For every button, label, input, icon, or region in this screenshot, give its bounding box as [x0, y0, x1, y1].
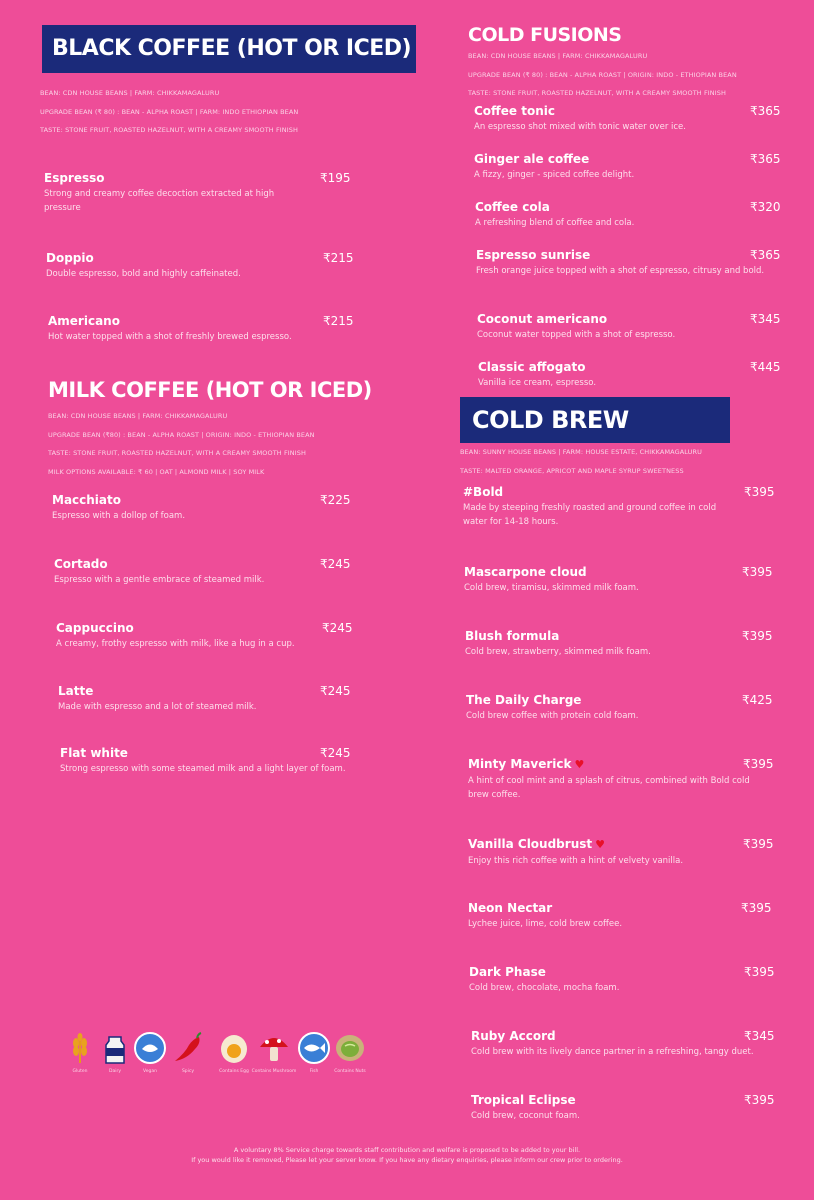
mushroom-icon	[257, 1031, 291, 1065]
legend-label: Contains Nuts	[334, 1069, 366, 1074]
legend-label: Dairy	[109, 1069, 121, 1074]
item-name: Coconut americano	[477, 312, 608, 326]
menu-item-macchiato	[52, 492, 352, 523]
item-description: Cold brew, tiramisu, skimmed milk foam.	[464, 583, 639, 593]
item-name-row	[468, 836, 788, 853]
note-line: TASTE: STONE FRUIT, ROASTED HAZELNUT, WITH A CREAMY SMOOTH FINISH	[48, 450, 307, 457]
menu-item-americano	[48, 313, 354, 344]
item-price: ₹395	[741, 901, 772, 915]
item-description: Hot water topped with a shot of freshly brewed espresso.	[48, 332, 292, 342]
item-price: ₹345	[750, 312, 781, 326]
item-name: Americano	[48, 314, 120, 328]
legend-item	[297, 1031, 331, 1075]
item-description: Made by steeping freshly roasted and ground coffee in cold water for 14-18 hours.	[463, 503, 717, 527]
menu-item-blush-formula	[465, 628, 785, 659]
item-description: Strong espresso with some steamed milk and a light layer of foam.	[60, 764, 346, 774]
menu-item-tropical-eclipse	[471, 1092, 791, 1123]
item-description: Espresso with a dollop of foam.	[52, 511, 186, 521]
legend-label: Gluten	[72, 1069, 88, 1074]
item-name: Mascarpone cloud	[464, 565, 587, 579]
item-price: ₹215	[323, 251, 354, 265]
menu-item-flat-white	[60, 745, 360, 776]
item-description: A refreshing blend of coffee and cola.	[475, 218, 635, 228]
black-coffee-notes	[40, 90, 370, 146]
fish-icon	[297, 1031, 331, 1065]
note-line: UPGRADE BEAN (₹80) : BEAN - ALPHA ROAST | ORIGIN: INDO - ETHIOPIAN BEAN	[48, 431, 315, 439]
item-price: ₹345	[744, 1029, 775, 1043]
item-description: Cold brew with its lively dance partner in a refreshing, tangy duet.	[471, 1047, 754, 1057]
item-name: Dark Phase	[469, 965, 546, 979]
note-line: TASTE: MALTED ORANGE, APRICOT AND MAPLE SYRUP SWEETNESS	[460, 467, 684, 475]
note-line: MILK OPTIONS AVAILABLE: ₹ 60 | OAT | ALMOND MILK | SOY MILK	[48, 468, 265, 476]
item-price: ₹245	[320, 746, 351, 760]
item-description: Made with espresso and a lot of steamed milk.	[58, 702, 257, 712]
milk-icon	[98, 1031, 132, 1065]
item-name: Cappuccino	[56, 621, 134, 635]
item-name: Coffee cola	[475, 200, 550, 214]
item-price: ₹395	[742, 565, 773, 579]
cold-fusions-notes	[468, 53, 788, 109]
item-description: Cold brew, coconut foam.	[471, 1111, 580, 1121]
legend-label: Spicy	[181, 1069, 195, 1074]
item-name: #Bold	[463, 485, 504, 499]
item-price: ₹395	[743, 757, 774, 771]
menu-item-classic-affogato	[478, 359, 788, 390]
note-line: BEAN: CDN HOUSE BEANS | FARM: CHIKKAMAGALURU	[40, 90, 220, 97]
item-price: ₹395	[744, 965, 775, 979]
item-price: ₹245	[320, 684, 351, 698]
item-name: Vanilla Cloudbrust	[468, 837, 593, 851]
item-description: Cold brew coffee with protein cold foam.	[466, 711, 639, 721]
menu-item-the-daily-charge	[466, 692, 786, 723]
menu-item-neon-nectar	[468, 900, 788, 931]
heart-icon: ♥	[595, 838, 605, 851]
item-price: ₹395	[744, 1093, 775, 1107]
black-coffee-heading: BLACK COFFEE (HOT OR ICED)	[42, 25, 416, 73]
item-name: Espresso sunrise	[476, 248, 591, 262]
menu-item-ginger-ale-coffee	[474, 151, 784, 182]
item-price: ₹365	[750, 248, 781, 262]
item-name: Latte	[58, 684, 94, 698]
menu-item-vanilla-cloudbrust	[468, 836, 788, 868]
item-description: Fresh orange juice topped with a shot of espresso, citrusy and bold.	[476, 266, 765, 276]
item-name: Neon Nectar	[468, 901, 553, 915]
item-price: ₹245	[322, 621, 353, 635]
item-name-row	[468, 756, 788, 773]
menu-item-espresso-sunrise	[476, 247, 786, 278]
legend-item	[217, 1031, 251, 1075]
item-price: ₹395	[742, 629, 773, 643]
wheat-icon	[63, 1031, 97, 1065]
item-name: Classic affogato	[478, 360, 586, 374]
cold-brew-notes	[460, 449, 780, 486]
legend-item	[251, 1031, 297, 1075]
item-name: Doppio	[46, 251, 94, 265]
milk-coffee-notes	[48, 413, 368, 487]
note-line: UPGRADE BEAN (₹ 80) : BEAN - ALPHA ROAST | FARM: INDO ETHIOPIAN BEAN	[40, 108, 299, 116]
item-description: An espresso shot mixed with tonic water over ice.	[474, 122, 686, 132]
item-name: Cortado	[54, 557, 108, 571]
menu-item-doppio	[46, 250, 352, 281]
legend-item	[333, 1031, 367, 1075]
menu-item-bold	[463, 484, 783, 529]
item-price: ₹425	[742, 693, 773, 707]
item-description: Double espresso, bold and highly caffeinated.	[46, 269, 241, 279]
item-description: A creamy, frothy espresso with milk, like a hug in a cup.	[56, 639, 295, 649]
item-description: Vanilla ice cream, espresso.	[478, 378, 597, 388]
menu-item-cortado	[54, 556, 354, 587]
item-description: A fizzy, ginger - spiced coffee delight.	[474, 170, 635, 180]
milk-coffee-heading: MILK COFFEE (HOT OR ICED)	[48, 378, 372, 402]
item-name: Coffee tonic	[474, 104, 555, 118]
item-price: ₹245	[320, 557, 351, 571]
dietary-enquiry-note: If you would like it removed, Please let your server know. If you have any dietary enquiries, please inform our crew prior to ordering.	[191, 1156, 623, 1164]
menu-item-coffee-cola	[475, 199, 785, 230]
legend-item	[133, 1031, 167, 1075]
item-description: Cold brew, strawberry, skimmed milk foam.	[465, 647, 651, 657]
note-line: UPGRADE BEAN (₹ 80) : BEAN - ALPHA ROAST | ORIGIN: INDO - ETHIOPIAN BEAN	[468, 71, 737, 79]
cold-brew-heading: COLD BREW	[460, 397, 730, 443]
item-price: ₹395	[743, 837, 774, 851]
vegan-icon	[133, 1031, 167, 1065]
menu-item-dark-phase	[469, 964, 789, 995]
item-name: Minty Maverick	[468, 757, 572, 771]
service-charge-note: A voluntary 8% Service charge towards staff contribution and welfare is proposed to be added to your bill.	[233, 1146, 581, 1154]
menu-item-coffee-tonic	[474, 103, 784, 134]
legend-label: Contains Egg	[219, 1069, 249, 1074]
item-description: Lychee juice, lime, cold brew coffee.	[468, 919, 623, 929]
item-description: Enjoy this rich coffee with a hint of velvety vanilla.	[468, 856, 684, 866]
menu-item-minty-maverick	[468, 756, 788, 802]
heart-icon: ♥	[574, 758, 585, 771]
item-name: The Daily Charge	[466, 693, 582, 707]
note-line: BEAN: CDN HOUSE BEANS | FARM: CHIKKAMAGALURU	[468, 53, 648, 60]
menu-item-cappuccino	[56, 620, 356, 651]
note-line: TASTE: STONE FRUIT, ROASTED HAZELNUT, WITH A CREAMY SMOOTH FINISH	[40, 127, 299, 134]
legend-item	[171, 1031, 205, 1075]
note-line: BEAN: SUNNY HOUSE BEANS | FARM: HOUSE ESTATE, CHIKKAMAGALURU	[460, 449, 702, 456]
item-price: ₹195	[320, 171, 351, 185]
item-description: A hint of cool mint and a splash of citrus, combined with Bold cold brew coffee.	[468, 776, 750, 800]
item-price: ₹225	[320, 493, 351, 507]
item-price: ₹445	[750, 360, 781, 374]
item-name: Espresso	[44, 171, 105, 185]
note-line: BEAN: CDN HOUSE BEANS | FARM: CHIKKAMAGALURU	[48, 413, 228, 420]
item-name: Ruby Accord	[471, 1029, 556, 1043]
item-description: Espresso with a gentle embrace of steamed milk.	[54, 575, 265, 585]
item-price: ₹215	[323, 314, 354, 328]
legend-label: Contains Mushroom	[251, 1069, 297, 1074]
menu-item-latte	[58, 683, 358, 714]
item-name: Ginger ale coffee	[474, 152, 590, 166]
egg-icon	[217, 1031, 251, 1065]
note-line: TASTE: STONE FRUIT, ROASTED HAZELNUT, WITH A CREAMY SMOOTH FINISH	[468, 90, 727, 97]
item-name: Macchiato	[52, 493, 121, 507]
item-price: ₹365	[750, 104, 781, 118]
legend-label: Vegan	[143, 1069, 157, 1074]
menu-item-mascarpone-cloud	[464, 564, 784, 595]
item-name: Flat white	[60, 746, 128, 760]
item-price: ₹365	[750, 152, 781, 166]
item-name: Tropical Eclipse	[471, 1093, 576, 1107]
legend-label: Fish	[309, 1069, 319, 1074]
cold-fusions-heading: COLD FUSIONS	[468, 24, 622, 46]
item-description: Strong and creamy coffee decoction extracted at high pressure	[44, 189, 275, 213]
item-price: ₹395	[744, 485, 775, 499]
menu-item-coconut-americano	[477, 311, 787, 342]
item-description: Cold brew, chocolate, mocha foam.	[469, 983, 620, 993]
dietary-legend	[63, 1031, 383, 1075]
chili-icon	[171, 1031, 205, 1065]
menu-item-ruby-accord	[471, 1028, 791, 1059]
nut-icon	[333, 1031, 367, 1065]
footer	[0, 1145, 814, 1165]
item-price: ₹320	[750, 200, 781, 214]
item-description: Coconut water topped with a shot of espresso.	[477, 330, 676, 340]
menu-item-espresso	[44, 170, 350, 215]
item-name: Blush formula	[465, 629, 560, 643]
